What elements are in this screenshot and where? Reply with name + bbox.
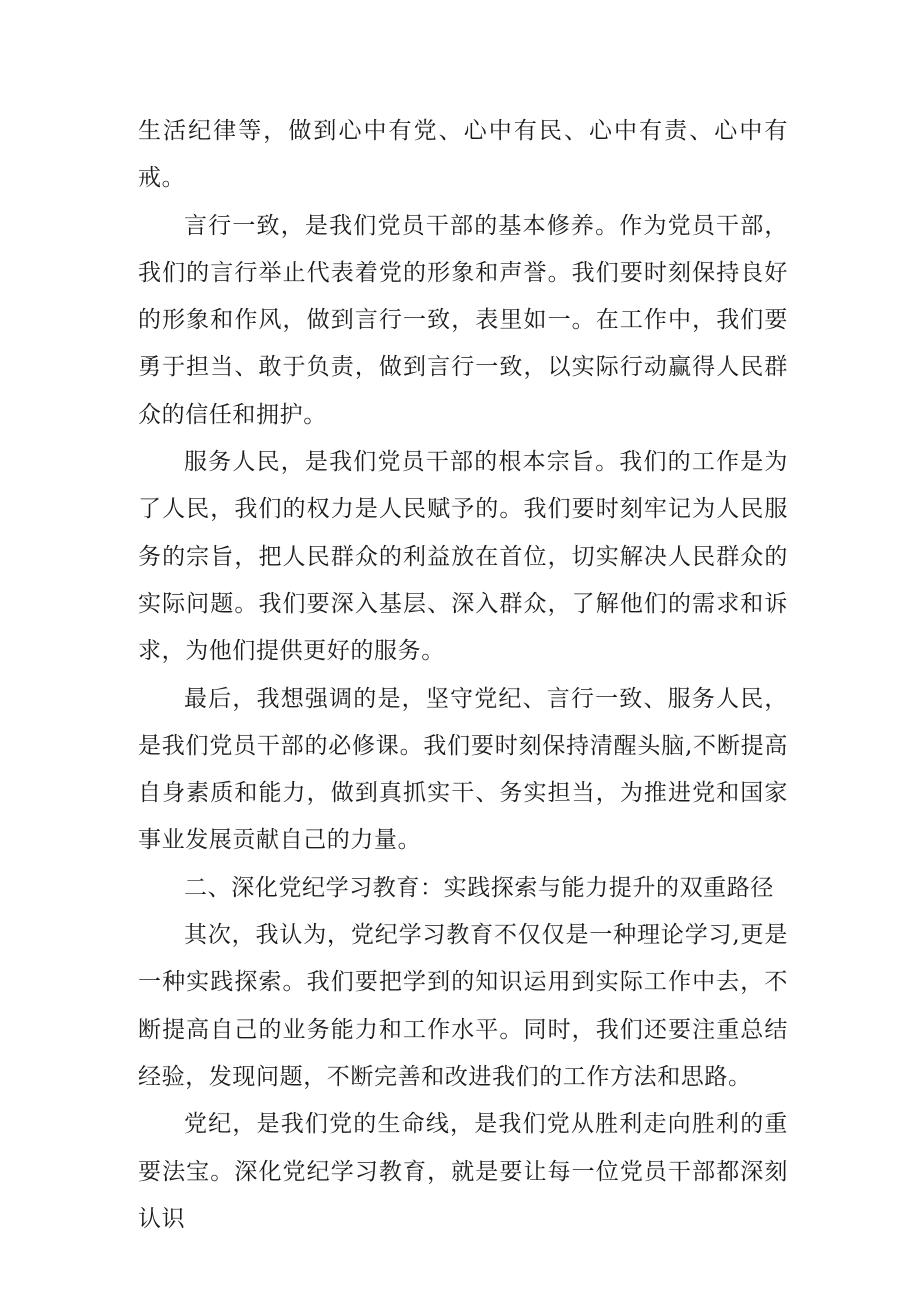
paragraph-6: 党纪，是我们党的生命线，是我们党从胜利走向胜利的重要法宝。深化党纪学习教育，就是要让每一位党员干部都深刻认识 xyxy=(138,1111,788,1232)
paragraph-2: 言行一致，是我们党员干部的基本修养。作为党员干部，我们的言行举止代表着党的形象和声誉。我们要时刻保持良好的形象和作风，做到言行一致，表里如一。在工作中，我们要勇于担当、敢于负责，做到言行一致，以实际行动赢得人民群众的信任和拥护。 xyxy=(138,212,788,428)
paragraph-1: 生活纪律等，做到心中有党、心中有民、心中有责、心中有戒。 xyxy=(138,118,788,192)
paragraph-3: 服务人民，是我们党员干部的根本宗旨。我们的工作是为了人民，我们的权力是人民赋予的。我们要时刻牢记为人民服务的宗旨，把人民群众的利益放在首位，切实解决人民群众的实际问题。我们要深入基层、深入群众，了解他们的需求和诉求，为他们提供更好的服务。 xyxy=(138,449,788,665)
document-body xyxy=(138,108,788,1243)
paragraph-4: 最后，我想强调的是，坚守党纪、言行一致、服务人民，是我们党员干部的必修课。我们要时刻保持清醒头脑,不断提高自身素质和能力，做到真抓实干、务实担当，为推进党和国家事业发展贡献自己的力量。 xyxy=(138,685,788,854)
paragraph-5: 其次，我认为，党纪学习教育不仅仅是一种理论学习,更是一种实践探索。我们要把学到的知识运用到实际工作中去，不断提高自己的业务能力和工作水平。同时，我们还要注重总结经验，发现问题，不断完善和改进我们的工作方法和思路。 xyxy=(138,922,788,1090)
section-heading: 二、深化党纪学习教育：实践探索与能力提升的双重路径 xyxy=(184,874,774,901)
